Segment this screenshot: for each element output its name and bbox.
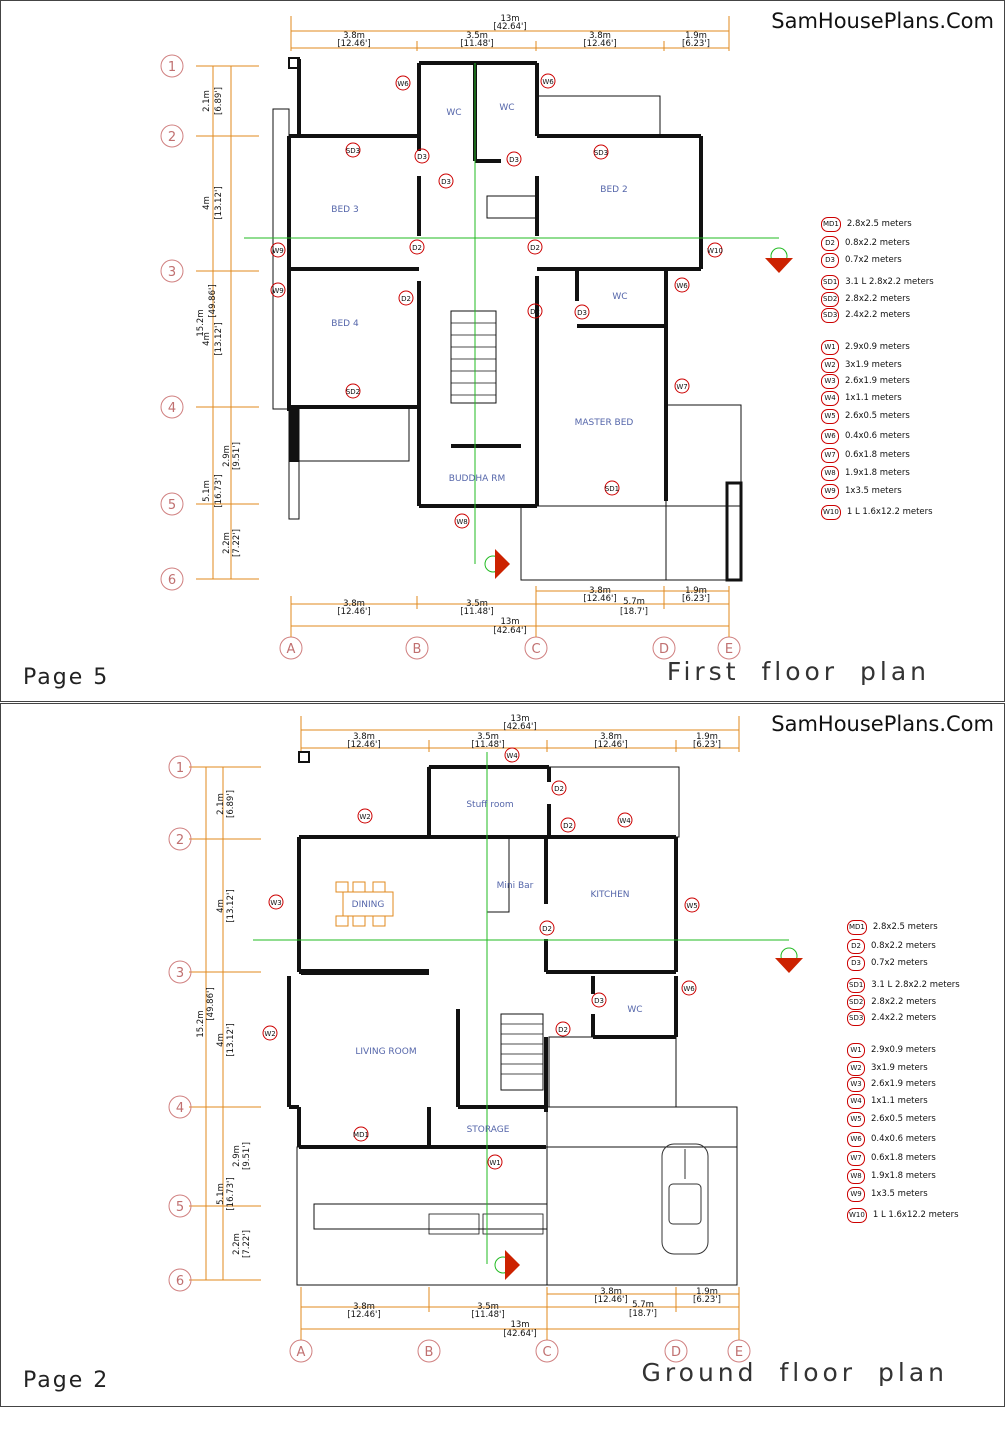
svg-text:W3: W3 (270, 899, 282, 907)
terrace-wall (727, 483, 741, 580)
svg-text:C: C (531, 642, 541, 657)
legend-row: W7 0.6x1.8 meters (847, 1151, 936, 1165)
page-label: Page 5 (23, 665, 110, 690)
svg-text:D2: D2 (542, 925, 552, 933)
svg-text:1: 1 (167, 60, 177, 75)
room-minibar: Mini Bar (496, 881, 534, 891)
svg-text:13m: 13m (500, 617, 520, 627)
svg-text:2.1m: 2.1m (216, 793, 226, 815)
first-floor-panel (0, 0, 1005, 702)
section-lines (253, 752, 789, 1264)
svg-text:[6.89']: [6.89'] (214, 87, 224, 115)
legend-row: MD1 2.8x2.5 meters (847, 920, 938, 934)
svg-text:2.9m: 2.9m (232, 1145, 242, 1167)
solid-wall-block (289, 407, 299, 462)
room-master: MASTER BED (574, 418, 634, 428)
svg-text:5.7m: 5.7m (623, 597, 645, 607)
svg-text:[9.51']: [9.51'] (232, 442, 242, 470)
room-bed3: BED 3 (331, 205, 359, 215)
svg-text:W2: W2 (264, 1030, 276, 1038)
row-axis-labels (168, 60, 176, 588)
svg-text:1.9m: 1.9m (696, 732, 718, 742)
legend-row: MD1 2.8x2.5 meters (821, 217, 912, 231)
svg-text:[12.46']: [12.46'] (583, 594, 617, 604)
svg-text:A: A (286, 642, 296, 657)
svg-text:SD1: SD1 (604, 485, 620, 493)
svg-text:[11.48']: [11.48'] (460, 607, 494, 617)
svg-text:4m: 4m (216, 899, 226, 913)
svg-text:[7.22']: [7.22'] (232, 529, 242, 557)
svg-text:5: 5 (167, 498, 177, 513)
svg-text:[12.46']: [12.46'] (337, 607, 371, 617)
section-lines (244, 63, 779, 564)
svg-text:D2: D2 (412, 244, 422, 252)
svg-text:[7.22']: [7.22'] (242, 1230, 252, 1258)
svg-text:[13.12']: [13.12'] (214, 322, 224, 356)
svg-text:D3: D3 (594, 997, 604, 1005)
svg-text:[12.46']: [12.46'] (594, 1295, 628, 1305)
svg-text:W6: W6 (542, 78, 554, 86)
svg-text:[6.23']: [6.23'] (693, 740, 721, 750)
section-markers (495, 948, 803, 1280)
room-storage: STORAGE (466, 1125, 510, 1135)
legend-row: W5 2.6x0.5 meters (821, 409, 910, 423)
brand-logo-text: SamHousePlans.Com (771, 712, 994, 736)
dim-total-w: 13m (500, 14, 520, 24)
first-floor-stairs (451, 323, 496, 395)
svg-text:W6: W6 (683, 985, 695, 993)
svg-text:2.9m: 2.9m (222, 445, 232, 467)
legend-row: W4 1x1.1 meters (821, 391, 902, 405)
dim-ab-ft: [12.46'] (337, 39, 371, 49)
svg-text:[13.12']: [13.12'] (226, 1023, 236, 1057)
svg-text:15.2m: 15.2m (196, 1010, 206, 1038)
svg-text:3.8m: 3.8m (353, 1302, 375, 1312)
svg-text:W7: W7 (676, 383, 688, 391)
svg-text:3.8m: 3.8m (600, 1287, 622, 1297)
svg-text:4m: 4m (202, 196, 212, 210)
svg-text:3: 3 (167, 265, 177, 280)
dim-bc: 3.5m (466, 31, 488, 41)
svg-text:[49.86']: [49.86'] (206, 987, 216, 1021)
top-dimension-text (347, 714, 721, 750)
dim-de: 1.9m (685, 31, 707, 41)
svg-text:4: 4 (167, 401, 177, 416)
svg-text:E: E (724, 642, 734, 657)
svg-text:A: A (296, 1345, 306, 1360)
legend-row: W10 1 L 1.6x12.2 meters (821, 505, 933, 519)
ground-floor-thin-lines (297, 752, 737, 1285)
svg-text:15.2m: 15.2m (196, 309, 206, 337)
section-markers (485, 248, 793, 579)
room-buddha: BUDDHA RM (448, 474, 506, 484)
room-bed4: BED 4 (331, 319, 359, 329)
svg-text:1.9m: 1.9m (685, 586, 707, 596)
svg-text:2: 2 (167, 130, 177, 145)
planter-boxes (429, 1214, 543, 1234)
legend-row: W8 1.9x1.8 meters (847, 1169, 936, 1183)
svg-text:3.8m: 3.8m (343, 599, 365, 609)
svg-text:C: C (542, 1345, 552, 1360)
legend-row: W9 1x3.5 meters (821, 484, 902, 498)
svg-text:W9: W9 (272, 247, 284, 255)
first-floor-tags (271, 74, 723, 528)
svg-text:D3: D3 (441, 178, 451, 186)
svg-text:3.8m: 3.8m (600, 732, 622, 742)
svg-text:3: 3 (175, 966, 185, 981)
svg-text:W4: W4 (619, 817, 631, 825)
svg-text:W8: W8 (456, 518, 468, 526)
room-dining: DINING (351, 900, 385, 910)
svg-text:W1: W1 (489, 1159, 501, 1167)
legend-row: D3 0.7x2 meters (847, 956, 928, 970)
legend-row: W7 0.6x1.8 meters (821, 448, 910, 462)
svg-text:D3: D3 (417, 153, 427, 161)
svg-text:[18.7']: [18.7'] (620, 607, 648, 617)
legend-row: SD2 2.8x2.2 meters (821, 292, 910, 306)
ground-floor-panel (0, 703, 1005, 1407)
svg-text:13m: 13m (510, 1320, 530, 1330)
dim-cd-ft: [12.46'] (583, 39, 617, 49)
legend-row: SD3 2.4x2.2 meters (821, 308, 910, 322)
dim-total-w-ft: [42.64'] (493, 22, 527, 32)
dim-de-ft: [6.23'] (682, 39, 710, 49)
svg-text:[42.64']: [42.64'] (493, 626, 527, 636)
svg-text:[18.7']: [18.7'] (629, 1309, 657, 1319)
svg-text:[16.73']: [16.73'] (214, 474, 224, 508)
ground-floor-walls (289, 767, 676, 1147)
dim-ab: 3.8m (343, 31, 365, 41)
svg-text:[6.23']: [6.23'] (693, 1295, 721, 1305)
svg-text:[6.89']: [6.89'] (226, 790, 236, 818)
row-axis-labels (176, 761, 184, 1289)
svg-text:[42.64']: [42.64'] (503, 722, 537, 732)
left-dimension-text (196, 790, 252, 1258)
svg-text:[12.46']: [12.46'] (347, 740, 381, 750)
svg-text:2.1m: 2.1m (202, 90, 212, 112)
room-living: LIVING ROOM (355, 1047, 417, 1057)
legend-row: SD1 3.1 L 2.8x2.2 meters (821, 275, 934, 289)
svg-text:[13.12']: [13.12'] (226, 889, 236, 923)
svg-text:1: 1 (175, 761, 185, 776)
svg-text:B: B (412, 642, 422, 657)
legend-row: W2 3x1.9 meters (821, 358, 902, 372)
svg-text:D: D (658, 642, 670, 657)
legend-row: W5 2.6x0.5 meters (847, 1112, 936, 1126)
legend-row: SD1 3.1 L 2.8x2.2 meters (847, 978, 960, 992)
svg-text:[6.23']: [6.23'] (682, 594, 710, 604)
svg-text:4m: 4m (202, 332, 212, 346)
legend-row: W4 1x1.1 meters (847, 1094, 928, 1108)
bottom-dimension-text (337, 586, 710, 636)
legend-row: W3 2.6x1.9 meters (821, 374, 910, 388)
svg-text:SD3: SD3 (345, 147, 361, 155)
legend-row: W8 1.9x1.8 meters (821, 466, 910, 480)
svg-text:[11.48']: [11.48'] (471, 1310, 505, 1320)
bottom-dimension-text (347, 1287, 721, 1339)
svg-text:W2: W2 (359, 813, 371, 821)
legend-row: W9 1x3.5 meters (847, 1187, 928, 1201)
dim-cd: 3.8m (589, 31, 611, 41)
svg-text:[12.46']: [12.46'] (594, 740, 628, 750)
legend-row: W2 3x1.9 meters (847, 1061, 928, 1075)
room-kitchen: KITCHEN (590, 890, 630, 900)
svg-text:D3: D3 (509, 156, 519, 164)
legend-row: W10 1 L 1.6x12.2 meters (847, 1208, 959, 1222)
svg-text:D2: D2 (558, 1026, 568, 1034)
legend-row: D3 0.7x2 meters (821, 253, 902, 267)
ground-floor-stairs (501, 1024, 543, 1074)
svg-text:[16.73']: [16.73'] (226, 1177, 236, 1211)
svg-text:5: 5 (175, 1200, 185, 1215)
svg-text:[11.48']: [11.48'] (471, 740, 505, 750)
svg-text:D2: D2 (530, 308, 540, 316)
svg-text:W5: W5 (686, 902, 698, 910)
svg-text:4m: 4m (216, 1033, 226, 1047)
room-wc: WC (627, 1005, 643, 1015)
svg-text:4: 4 (175, 1101, 185, 1116)
legend-row: W6 0.4x0.6 meters (847, 1132, 936, 1146)
svg-text:[9.51']: [9.51'] (242, 1142, 252, 1170)
svg-text:[13.12']: [13.12'] (214, 186, 224, 220)
svg-text:MD1: MD1 (353, 1131, 369, 1139)
col-axis-labels (287, 642, 734, 657)
svg-text:3.5m: 3.5m (477, 1302, 499, 1312)
svg-text:E: E (734, 1345, 744, 1360)
svg-text:3.8m: 3.8m (353, 732, 375, 742)
svg-text:W4: W4 (506, 752, 518, 760)
svg-text:W9: W9 (272, 287, 284, 295)
svg-text:2: 2 (175, 833, 185, 848)
svg-text:3.8m: 3.8m (589, 586, 611, 596)
svg-text:W10: W10 (707, 247, 723, 255)
legend-row: W6 0.4x0.6 meters (821, 429, 910, 443)
svg-text:D3: D3 (577, 309, 587, 317)
page-label: Page 2 (23, 1368, 110, 1393)
svg-text:D2: D2 (401, 295, 411, 303)
svg-text:D2: D2 (563, 822, 573, 830)
svg-text:2.2m: 2.2m (232, 1233, 242, 1255)
svg-text:3.5m: 3.5m (466, 599, 488, 609)
svg-text:SD2: SD2 (345, 388, 361, 396)
first-floor-walls (289, 58, 701, 506)
legend-row: W3 2.6x1.9 meters (847, 1077, 936, 1091)
plan-title: Ground floor plan (641, 1358, 948, 1387)
svg-text:W6: W6 (397, 80, 409, 88)
svg-text:1.9m: 1.9m (696, 1287, 718, 1297)
col-axis-bubbles (280, 637, 740, 659)
svg-text:13m: 13m (510, 714, 530, 724)
svg-text:5.1m: 5.1m (202, 480, 212, 502)
ground-floor-room-labels (352, 800, 643, 1135)
legend-row: D2 0.8x2.2 meters (821, 236, 910, 250)
room-stuff: Stuff room (466, 800, 514, 810)
room-wc3: WC (612, 292, 628, 302)
legend-row: W1 2.9x0.9 meters (821, 340, 910, 354)
room-bed2: BED 2 (600, 185, 628, 195)
svg-text:5.7m: 5.7m (632, 1300, 654, 1310)
col-axis-labels (297, 1345, 744, 1360)
svg-text:D2: D2 (554, 785, 564, 793)
svg-text:[49.86']: [49.86'] (208, 284, 218, 318)
svg-text:6: 6 (175, 1274, 185, 1289)
svg-text:B: B (424, 1345, 434, 1360)
svg-text:3.5m: 3.5m (477, 732, 499, 742)
legend-row: SD2 2.8x2.2 meters (847, 995, 936, 1009)
car-icon (662, 1144, 708, 1254)
svg-text:[12.46']: [12.46'] (347, 1310, 381, 1320)
svg-text:2.2m: 2.2m (222, 532, 232, 554)
legend-row: D2 0.8x2.2 meters (847, 939, 936, 953)
legend-row: SD3 2.4x2.2 meters (847, 1011, 936, 1025)
svg-text:D2: D2 (530, 244, 540, 252)
left-dimension-text (196, 87, 242, 557)
dim-bc-ft: [11.48'] (460, 39, 494, 49)
svg-text:[42.64']: [42.64'] (503, 1329, 537, 1339)
svg-text:SD3: SD3 (593, 149, 609, 157)
plan-title: First floor plan (666, 657, 930, 686)
svg-text:W6: W6 (676, 282, 688, 290)
svg-text:6: 6 (167, 573, 177, 588)
svg-text:5.1m: 5.1m (216, 1183, 226, 1205)
svg-text:D: D (670, 1345, 682, 1360)
room-wc1: WC (446, 108, 462, 118)
legend-row: W1 2.9x0.9 meters (847, 1043, 936, 1057)
room-wc2: WC (499, 103, 515, 113)
brand-logo-text: SamHousePlans.Com (771, 9, 994, 33)
